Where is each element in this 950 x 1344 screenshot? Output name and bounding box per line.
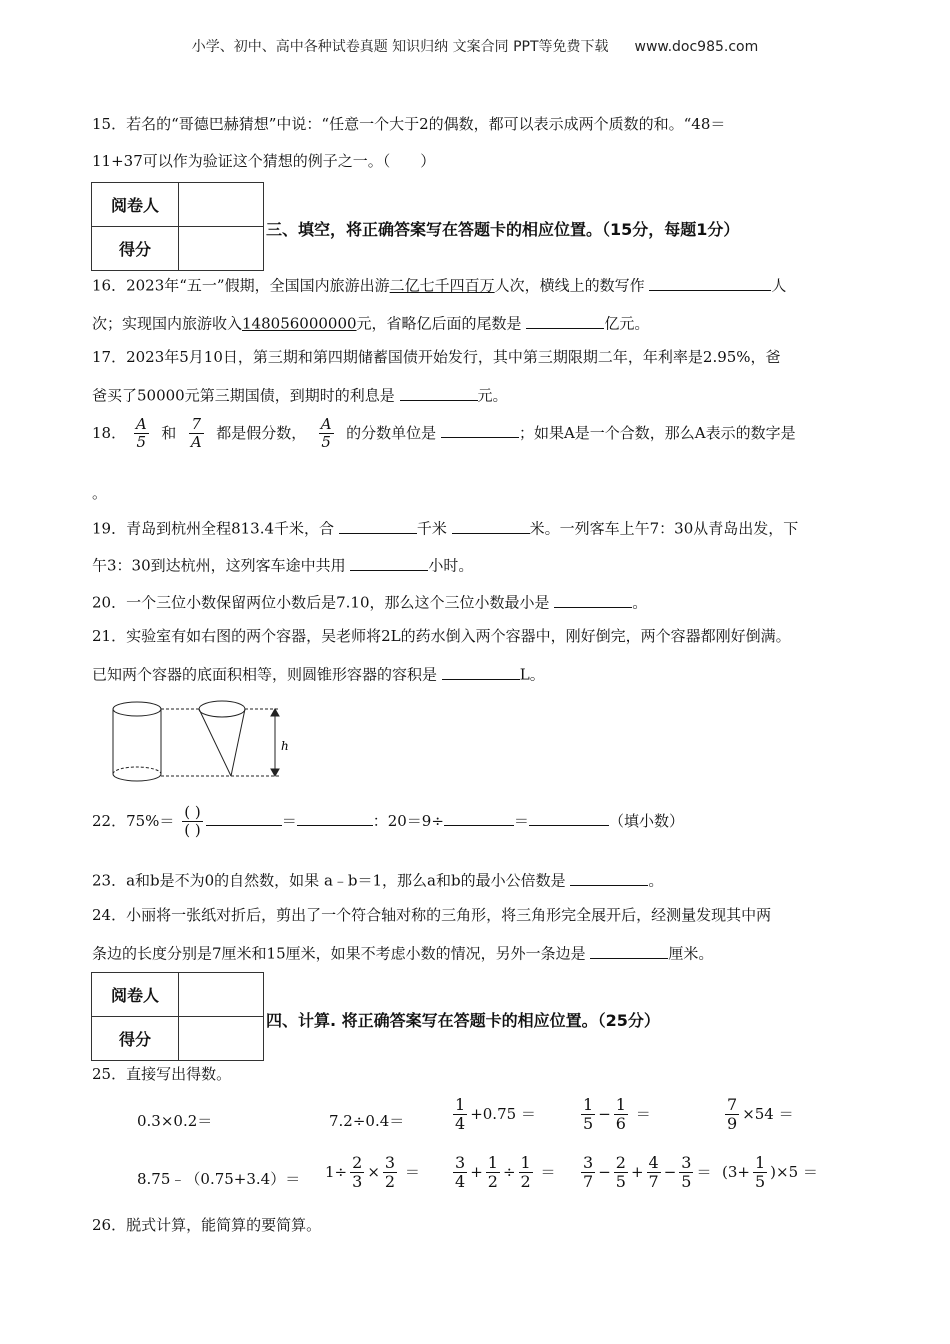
q22-fraction: $\frac{( )}{( )}$ [184, 803, 201, 840]
q21-line1: 21．实验室有如右图的两个容器，吴老师将2L的药水倒入两个容器中，刚好倒完，两个容器都刚好倒满。 [92, 627, 791, 645]
q15-line2: 11+37可以作为验证这个猜想的例子之一。（ ） [92, 152, 436, 170]
q15-line1: 15．若名的“哥德巴赫猜想”中说：“任意一个大于2的偶数，都可以表示成两个质数的和。“48＝ [92, 115, 726, 133]
reviewer-label-2: 阅卷人 [92, 973, 179, 1017]
containers-figure [105, 695, 305, 787]
calc-r1c3: $\frac{1}{4}$ +0.75 ＝ [455, 1095, 536, 1134]
q20-blank[interactable] [554, 590, 632, 608]
q22-blank3[interactable] [444, 808, 514, 826]
q18-fraction-1: $\frac{A}{5}$ [135, 415, 147, 452]
calc-r2c4: $\frac{3}{7}$ − $\frac{2}{5}$ + $\frac{4}{7}$ − $\frac{3}{5}$ ＝ [583, 1153, 712, 1192]
q23-blank[interactable] [570, 868, 648, 886]
q18-line: 18． $\frac{A}{5}$ 和 $\frac{7}{A}$ 都是假分数， $\frac{A}{5}$ 的分数单位是 ；如果A是一个合数，那么A表示的数字是 [92, 415, 796, 452]
q22-blank1[interactable] [206, 808, 282, 826]
q23-line: 23．a和b是不为0的自然数，如果 a﹣b＝1，那么a和b的最小公倍数是 。 [92, 868, 663, 891]
q18-end: 。 [92, 484, 108, 502]
q18-fraction-2: $\frac{7}{A}$ [190, 415, 202, 452]
q24-line1: 24．小丽将一张纸对折后，剪出了一个符合轴对称的三角形，将三角形完全展开后，经测量发现其中两 [92, 906, 772, 924]
calc-r2c3: $\frac{3}{4}$ + $\frac{1}{2}$ ÷ $\frac{1}{2}$ ＝ [455, 1153, 556, 1192]
q16-underlined-income: 148056000000 [242, 314, 357, 333]
q16-underlined-number: 二亿七千四百万 [389, 276, 495, 295]
q16-blank1[interactable] [649, 273, 771, 291]
q18-blank1[interactable] [441, 420, 519, 438]
page-header [0, 36, 950, 56]
q22-blank4[interactable] [529, 808, 609, 826]
section3-title: 三、填空，将正确答案写在答题卡的相应位置。（15分，每题1分） [266, 220, 740, 239]
q19-line1: 19．青岛到杭州全程813.4千米，合 千米 米。一列客车上午7：30从青岛出发，下 [92, 516, 798, 539]
calc-r2c1: 8.75﹣（0.75+3.4）＝ [137, 1170, 301, 1188]
reviewer-cell-2[interactable] [179, 973, 264, 1017]
q19-blank3[interactable] [350, 553, 428, 571]
score-cell[interactable] [179, 227, 264, 271]
score-label: 得分 [92, 227, 179, 271]
q22-line: 22．75%＝ $\frac{( )}{( )}$ ＝ ：20＝9÷ ＝ （填小数） [92, 803, 684, 840]
score-label-2: 得分 [92, 1017, 179, 1061]
cone-top [199, 701, 245, 717]
q19-blank2[interactable] [452, 516, 530, 534]
q19-blank1[interactable] [339, 516, 417, 534]
cylinder-bottom [113, 774, 161, 781]
reviewer-label: 阅卷人 [92, 183, 179, 227]
q18-fraction-3: $\frac{A}{5}$ [320, 415, 332, 452]
q19-line2: 午3：30到达杭州，这列客车途中共用 小时。 [92, 553, 473, 576]
q21-blank[interactable] [442, 662, 520, 680]
header-url: www.doc985.com [634, 39, 759, 55]
q17-line1: 17．2023年5月10日，第三期和第四期储蓄国债开始发行，其中第三期限期二年，年利率是2.95%，爸 [92, 348, 781, 366]
q26-title: 26．脱式计算，能简算的要简算。 [92, 1216, 322, 1234]
q25-title: 25．直接写出得数。 [92, 1065, 232, 1083]
q16-line1: 16．2023年“五一”假期，全国国内旅游出游二亿七千四百万人次，横线上的数写作 人 [92, 273, 786, 296]
score-box-1 [91, 182, 264, 271]
score-cell-2[interactable] [179, 1017, 264, 1061]
q17-line2: 爸买了50000元第三期国债，到期时的利息是 元。 [92, 383, 508, 406]
q24-blank[interactable] [590, 941, 668, 959]
q17-blank[interactable] [400, 383, 478, 401]
calc-r1c5: $\frac{7}{9}$ ×54 ＝ [727, 1095, 794, 1134]
calc-r1c1: 0.3×0.2＝ [137, 1112, 213, 1130]
score-box-2 [91, 972, 264, 1061]
q24-line2: 条边的长度分别是7厘米和15厘米，如果不考虑小数的情况，另外一条边是 厘米。 [92, 941, 713, 964]
q16-blank2[interactable] [526, 311, 604, 329]
calc-r2c5: (3+ $\frac{1}{5}$ )×5 ＝ [722, 1153, 818, 1192]
q16-line2: 次；实现国内旅游收入148056000000元，省略亿后面的尾数是 亿元。 [92, 311, 649, 334]
section4-title: 四、计算. 将正确答案写在答题卡的相应位置。（25分） [266, 1011, 660, 1030]
calc-r1c4: $\frac{1}{5}$ − $\frac{1}{6}$ ＝ [583, 1095, 651, 1134]
q22-blank2[interactable] [297, 808, 373, 826]
reviewer-cell[interactable] [179, 183, 264, 227]
header-text: 小学、初中、高中各种试卷真题 知识归纳 文案合同 PPT等免费下载 [191, 39, 609, 55]
calc-r1c2: 7.2÷0.4＝ [329, 1112, 405, 1130]
calc-r2c2: 1÷ $\frac{2}{3}$ × $\frac{3}{2}$ ＝ [325, 1153, 420, 1192]
q20-line: 20．一个三位小数保留两位小数后是7.10，那么这个三位小数最小是 。 [92, 590, 647, 613]
cylinder-top [113, 702, 161, 716]
height-label: h [281, 739, 289, 753]
q21-line2: 已知两个容器的底面积相等，则圆锥形容器的容积是 L。 [92, 662, 545, 685]
